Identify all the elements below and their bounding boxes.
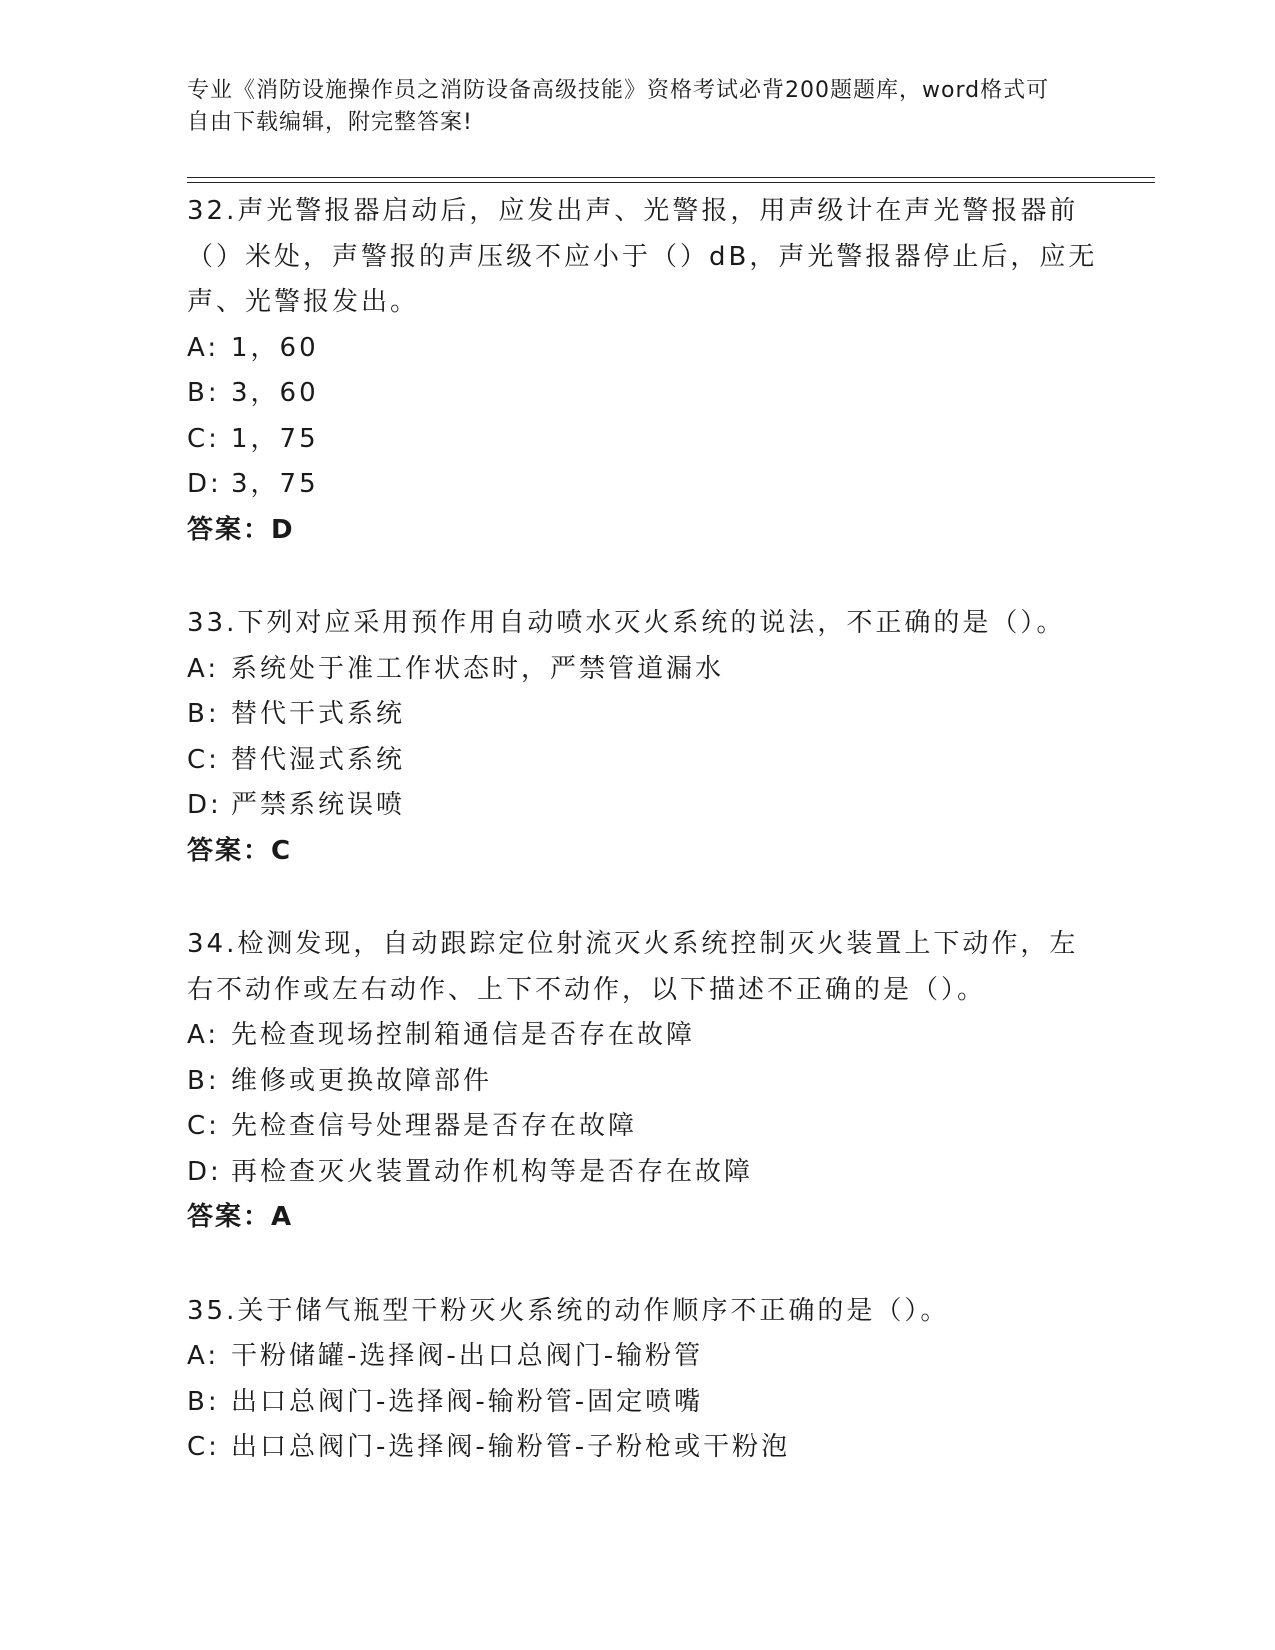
option-c	[187, 1425, 1107, 1471]
option-text: 替代干式系统	[231, 699, 406, 729]
option-a	[187, 1013, 1107, 1059]
option-label: A:	[187, 1020, 220, 1050]
option-label: C:	[187, 1111, 220, 1141]
option-text: 严禁系统误喷	[231, 790, 406, 820]
option-text: 维修或更换故障部件	[231, 1065, 493, 1096]
option-text: 先检查现场控制箱通信是否存在故障	[231, 1020, 696, 1050]
option-label: D:	[187, 469, 222, 499]
document-header: 专业《消防设施操作员之消防设备高级技能》资格考试必背200题题库，word格式可自由下载编辑，附完整答案!	[187, 78, 1050, 135]
option-label: B:	[187, 699, 220, 729]
option-c	[187, 738, 1107, 784]
question-list	[187, 189, 1107, 1519]
question-33	[187, 601, 1107, 874]
option-text: 3，75	[231, 469, 319, 499]
option-b	[187, 692, 1107, 738]
question-stem: 32.声光警报器启动后，应发出声、光警报，用声级计在声光警报器前（）米处，声警报的声压级不应小于（）dB，声光警报器停止后，应无声、光警报发出。	[187, 196, 1098, 317]
option-text: 替代湿式系统	[231, 744, 406, 775]
option-label: D:	[187, 790, 222, 820]
option-label: C:	[187, 423, 220, 454]
option-label: A:	[187, 653, 220, 684]
question-stem: 35.关于储气瓶型干粉灭火系统的动作顺序不正确的是（）。	[187, 1295, 950, 1326]
option-b	[187, 1059, 1107, 1105]
option-label: B:	[187, 1386, 220, 1417]
option-a	[187, 326, 1107, 372]
option-text: 1，60	[231, 332, 319, 363]
header-rule-top	[187, 177, 1155, 178]
question-32	[187, 189, 1107, 553]
option-text: 1，75	[231, 423, 319, 454]
option-b	[187, 371, 1107, 417]
option-label: B:	[187, 378, 220, 408]
answer-line: 答案：C	[187, 835, 293, 866]
answer-line: 答案：D	[187, 514, 295, 545]
answer-line: 答案：A	[187, 1202, 294, 1232]
question-stem: 33.下列对应采用预作用自动喷水灭火系统的说法，不正确的是（）。	[187, 608, 1066, 638]
option-label: D:	[187, 1156, 222, 1187]
option-label: B:	[187, 1065, 220, 1096]
option-text: 系统处于准工作状态时，严禁管道漏水	[231, 653, 725, 684]
option-b	[187, 1380, 1107, 1426]
option-text: 再检查灭火装置动作机构等是否存在故障	[231, 1156, 754, 1187]
option-text: 先检查信号处理器是否存在故障	[231, 1111, 638, 1141]
option-text: 3，60	[231, 378, 319, 408]
option-label: A:	[187, 332, 220, 363]
option-label: C:	[187, 744, 220, 775]
option-d	[187, 1150, 1107, 1196]
option-d	[187, 462, 1107, 508]
option-label: C:	[187, 1432, 220, 1462]
option-text: 出口总阀门-选择阀-输粉管-固定喷嘴	[231, 1386, 704, 1417]
question-34	[187, 922, 1107, 1241]
option-label: A:	[187, 1341, 220, 1371]
option-a	[187, 1334, 1107, 1380]
header-rule-bottom	[187, 182, 1155, 183]
option-d	[187, 783, 1107, 829]
question-stem: 34.检测发现，自动跟踪定位射流灭火系统控制灭火装置上下动作，左右不动作或左右动作、上下不动作，以下描述不正确的是（）。	[187, 929, 1079, 1005]
option-text: 干粉储罐-选择阀-出口总阀门-输粉管	[231, 1341, 704, 1371]
option-c	[187, 1104, 1107, 1150]
question-35	[187, 1289, 1107, 1471]
option-c	[187, 417, 1107, 463]
option-a	[187, 647, 1107, 693]
option-text: 出口总阀门-选择阀-输粉管-子粉枪或干粉泡	[231, 1432, 791, 1462]
